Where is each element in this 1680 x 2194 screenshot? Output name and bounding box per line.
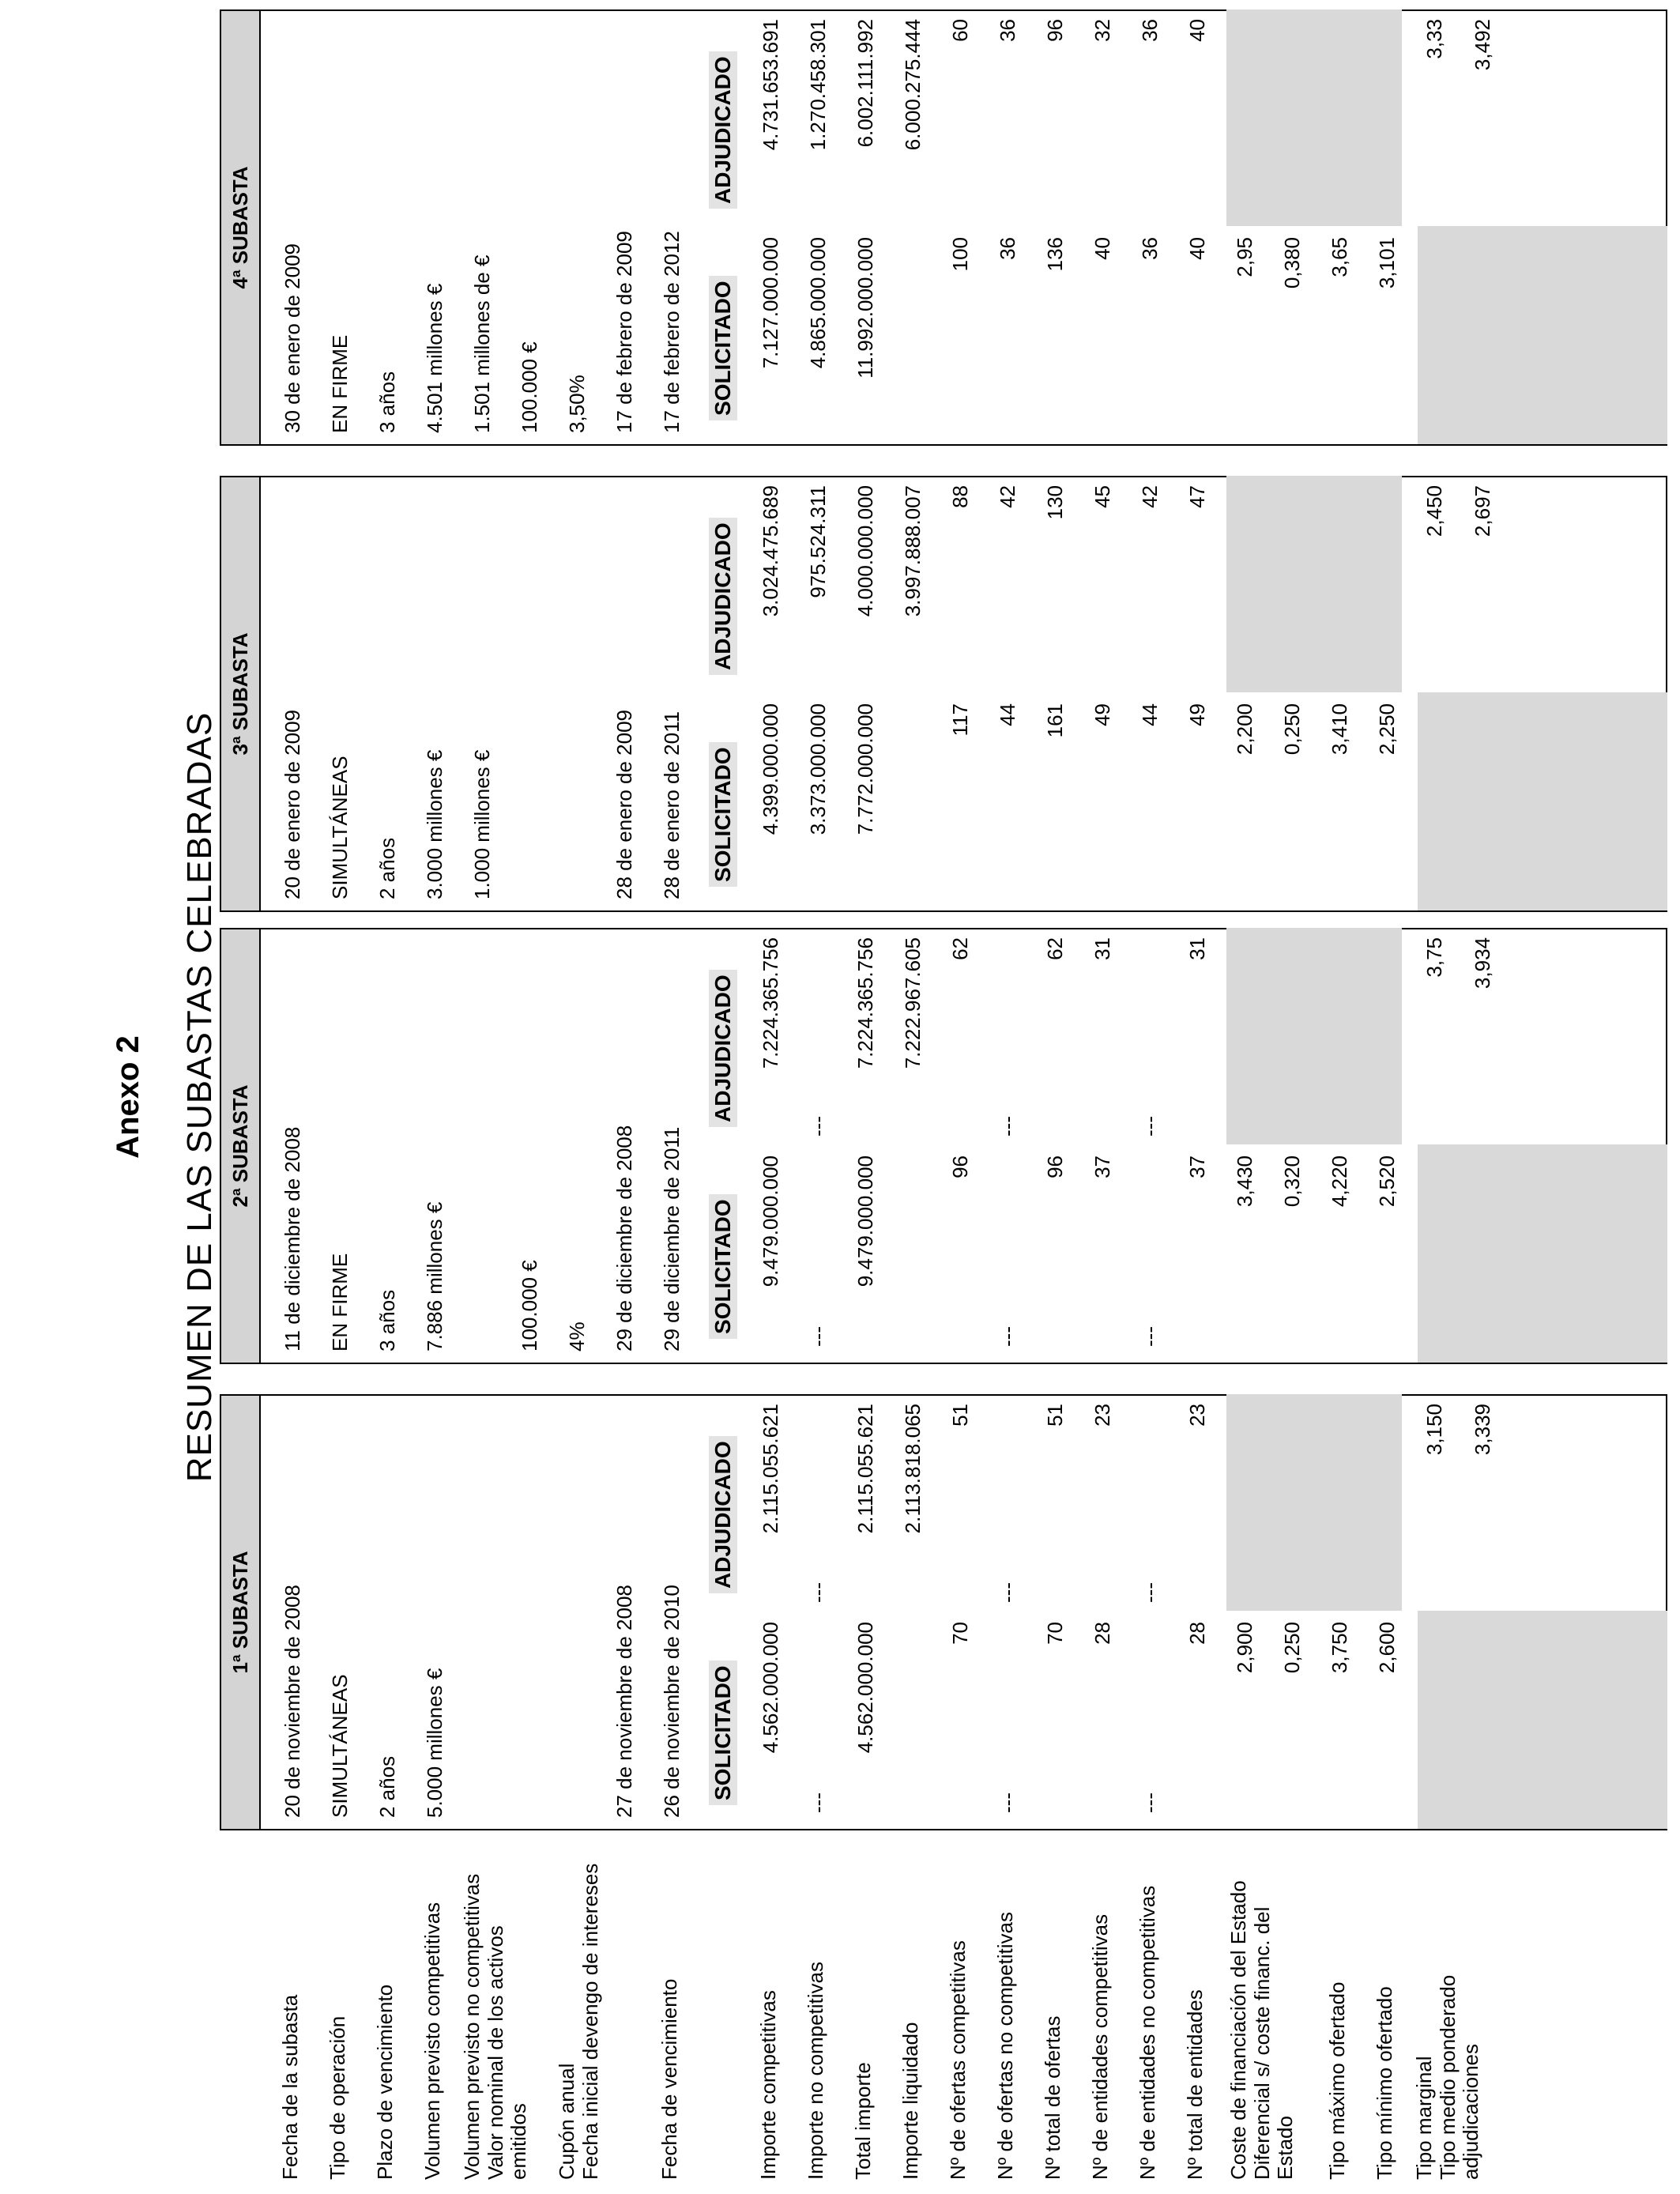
shaded-area (1226, 9, 1402, 226)
noncompetitive-volume: 1.000 millones € (470, 749, 494, 899)
weighted-average-rate: 2,697 (1471, 485, 1494, 537)
solicitado-rate: 3,65 (1328, 237, 1351, 277)
weighted-average-rate: 3,339 (1471, 1404, 1494, 1456)
row-label: Fecha de vencimiento (657, 1978, 681, 2180)
nominal-value: 100.000 € (518, 341, 541, 433)
row-label: Diferencial s/ coste financ. del Estado (1250, 1906, 1297, 2180)
auction-date: 30 de enero de 2009 (281, 243, 304, 433)
solicitado-value: 7.772.000.000 (853, 703, 877, 835)
solicitado-header: SOLICITADO (709, 742, 737, 887)
solicitado-value: --- (806, 1793, 830, 1813)
adjudicado-value: 2.115.055.621 (759, 1404, 782, 1534)
weighted-average-rate: 3,934 (1471, 937, 1494, 990)
solicitado-rate: 2,250 (1375, 703, 1399, 756)
page-subtitle: RESUMEN DE LAS SUBASTAS CELEBRADAS (180, 711, 219, 1483)
solicitado-rate: 3,750 (1328, 1622, 1351, 1674)
solicitado-value: 28 (1185, 1622, 1209, 1645)
accrual-date: 27 de noviembre de 2008 (612, 1585, 636, 1818)
competitive-volume: 5.000 millones € (423, 1668, 446, 1818)
adjudicado-value: 6.000.275.444 (901, 19, 925, 151)
competitive-volume: 3.000 millones € (423, 749, 446, 899)
solicitado-value: 44 (996, 703, 1019, 726)
adjudicado-header: ADJUDICADO (709, 518, 737, 675)
solicitado-value: 49 (1090, 703, 1114, 726)
adjudicado-value: 51 (948, 1404, 972, 1427)
operation-type: EN FIRME (328, 334, 352, 433)
solicitado-rate: 2,600 (1375, 1622, 1399, 1674)
auction-block (220, 9, 1667, 446)
solicitado-rate: 0,250 (1280, 1622, 1304, 1674)
solicitado-rate: 2,520 (1375, 1155, 1399, 1208)
accrual-date: 29 de diciembre de 2008 (612, 1125, 636, 1351)
adjudicado-value: 3.024.475.689 (759, 485, 782, 617)
solicitado-value: 37 (1090, 1155, 1114, 1178)
solicitado-value: --- (1138, 1326, 1162, 1347)
adjudicado-value: 60 (948, 19, 972, 42)
operation-type: EN FIRME (328, 1253, 352, 1351)
solicitado-value: --- (996, 1793, 1019, 1813)
adjudicado-value: 40 (1185, 19, 1209, 42)
row-label: Volumen previsto no competitivas (460, 1873, 484, 2180)
row-label: Nº de ofertas no competitivas (993, 1912, 1017, 2180)
adjudicado-value: 32 (1090, 19, 1114, 42)
noncompetitive-volume: 1.501 millones de € (470, 254, 494, 433)
adjudicado-value: --- (806, 1582, 830, 1603)
marginal-rate: 3,150 (1422, 1404, 1446, 1456)
competitive-volume: 7.886 millones € (423, 1201, 446, 1351)
shaded-area (1418, 1144, 1667, 1363)
row-label: Nº total de ofertas (1041, 2015, 1064, 2180)
solicitado-value: 70 (1043, 1622, 1067, 1645)
row-label: Cupón anual (555, 2063, 578, 2180)
adjudicado-value: 47 (1185, 485, 1209, 508)
auction-header: 2ª SUBASTA (221, 929, 261, 1363)
adjudicado-value: 2.113.818.065 (901, 1404, 925, 1534)
row-label: Nº de ofertas competitivas (946, 1940, 970, 2180)
row-label: Volumen previsto competitivas (420, 1902, 444, 2180)
solicitado-value: 28 (1090, 1622, 1114, 1645)
solicitado-rate: 0,320 (1280, 1155, 1304, 1208)
shaded-area (1226, 476, 1402, 692)
row-label: Fecha inicial devengo de intereses (578, 1863, 602, 2180)
maturity-date: 17 de febrero de 2012 (660, 231, 684, 433)
adjudicado-value: 62 (1043, 937, 1067, 960)
row-label: Plazo de vencimiento (373, 1984, 397, 2180)
row-label: Importe liquidado (898, 2022, 922, 2180)
solicitado-value: 37 (1185, 1155, 1209, 1178)
adjudicado-header: ADJUDICADO (709, 51, 737, 209)
solicitado-value: 4.562.000.000 (853, 1622, 877, 1754)
maturity-term: 3 años (375, 371, 399, 433)
solicitado-rate: 3,410 (1328, 703, 1351, 756)
row-label: Total importe (851, 2062, 875, 2180)
maturity-date: 28 de enero de 2011 (660, 711, 684, 899)
adjudicado-value: 2.115.055.621 (853, 1404, 877, 1534)
page-title: Anexo 2 (111, 1035, 145, 1159)
row-label: Nº de entidades competitivas (1088, 1913, 1112, 2180)
solicitado-rate: 3,430 (1233, 1155, 1256, 1208)
adjudicado-header: ADJUDICADO (709, 970, 737, 1127)
shaded-area (1226, 928, 1402, 1144)
adjudicado-value: 36 (996, 19, 1019, 42)
shaded-area (1226, 1394, 1402, 1611)
weighted-average-rate: 3,492 (1471, 19, 1494, 71)
solicitado-value: 36 (996, 237, 1019, 260)
adjudicado-value: 6.002.111.992 (853, 19, 877, 148)
row-label: Coste de financiación del Estado (1226, 1880, 1250, 2180)
solicitado-value: 7.127.000.000 (759, 237, 782, 369)
solicitado-value: 9.479.000.000 (853, 1155, 877, 1287)
accrual-date: 17 de febrero de 2009 (612, 231, 636, 433)
solicitado-value: 4.562.000.000 (759, 1622, 782, 1754)
competitive-volume: 4.501 millones € (423, 283, 446, 433)
solicitado-value: 136 (1043, 237, 1067, 272)
maturity-date: 29 de diciembre de 2011 (660, 1126, 684, 1351)
row-label: Importe competitivas (756, 1990, 780, 2180)
adjudicado-value: 975.524.311 (806, 485, 830, 598)
marginal-rate: 3,33 (1422, 19, 1446, 59)
adjudicado-value: 3.997.888.007 (901, 485, 925, 617)
solicitado-value: 96 (948, 1155, 972, 1178)
row-label: Nº de entidades no competitivas (1136, 1885, 1159, 2180)
solicitado-value: 49 (1185, 703, 1209, 726)
solicitado-value: 70 (948, 1622, 972, 1645)
row-label: Tipo máximo ofertado (1325, 1981, 1349, 2180)
auction-date: 11 de diciembre de 2008 (281, 1126, 304, 1351)
auction-header: 4ª SUBASTA (221, 11, 261, 444)
auction-block (220, 476, 1667, 912)
row-label: Tipo medio ponderado adjudicaciones (1436, 1974, 1482, 2180)
adjudicado-value: 23 (1090, 1404, 1114, 1427)
adjudicado-value: 130 (1043, 485, 1067, 520)
auction-block (220, 928, 1667, 1364)
solicitado-value: 36 (1138, 237, 1162, 260)
solicitado-value: --- (806, 1326, 830, 1347)
adjudicado-value: 36 (1138, 19, 1162, 42)
adjudicado-value: 4.000.000.000 (853, 485, 877, 617)
solicitado-header: SOLICITADO (709, 1661, 737, 1805)
solicitado-value: 40 (1090, 237, 1114, 260)
auction-date: 20 de noviembre de 2008 (281, 1585, 304, 1818)
adjudicado-value: 31 (1185, 937, 1209, 960)
solicitado-rate: 0,250 (1280, 703, 1304, 756)
auction-block (220, 1394, 1667, 1830)
adjudicado-value: 4.731.653.691 (759, 19, 782, 151)
auction-header: 3ª SUBASTA (221, 477, 261, 910)
shaded-area (1418, 226, 1667, 444)
row-label: Tipo marginal (1412, 2056, 1436, 2180)
solicitado-value: 3.373.000.000 (806, 703, 830, 835)
adjudicado-value: 7.224.365.756 (759, 937, 782, 1069)
solicitado-header: SOLICITADO (709, 1194, 737, 1339)
maturity-term: 2 años (375, 1755, 399, 1818)
solicitado-value: 44 (1138, 703, 1162, 726)
maturity-term: 3 años (375, 1289, 399, 1351)
annual-coupon: 4% (565, 1321, 589, 1351)
row-label: Fecha de la subasta (278, 1994, 302, 2180)
row-label: Importe no competitivas (804, 1961, 827, 2180)
adjudicado-value: 42 (1138, 485, 1162, 508)
solicitado-value: 4.399.000.000 (759, 703, 782, 835)
operation-type: SIMULTÁNEAS (328, 756, 352, 899)
annual-coupon: 3,50% (565, 375, 589, 433)
adjudicado-value: --- (996, 1582, 1019, 1603)
solicitado-header: SOLICITADO (709, 276, 737, 420)
solicitado-rate: 2,200 (1233, 703, 1256, 756)
adjudicado-value: --- (1138, 1582, 1162, 1603)
row-label: Nº total de entidades (1183, 1989, 1207, 2180)
accrual-date: 28 de enero de 2009 (612, 710, 636, 899)
solicitado-value: 117 (948, 703, 972, 737)
shaded-area (1418, 692, 1667, 910)
solicitado-rate: 0,380 (1280, 237, 1304, 289)
adjudicado-value: 88 (948, 485, 972, 508)
adjudicado-value: --- (806, 1116, 830, 1137)
adjudicado-value: 96 (1043, 19, 1067, 42)
adjudicado-value: 1.270.458.301 (806, 19, 830, 151)
solicitado-rate: 3,101 (1375, 237, 1399, 289)
operation-type: SIMULTÁNEAS (328, 1674, 352, 1818)
adjudicado-value: 42 (996, 485, 1019, 508)
marginal-rate: 2,450 (1422, 485, 1446, 537)
solicitado-value: 40 (1185, 237, 1209, 260)
solicitado-rate: 2,95 (1233, 237, 1256, 277)
solicitado-value: 11.992.000.000 (853, 237, 877, 379)
shaded-area (1418, 1611, 1667, 1829)
row-label: Tipo mínimo ofertado (1373, 1986, 1396, 2180)
solicitado-value: 9.479.000.000 (759, 1155, 782, 1287)
auction-header: 1ª SUBASTA (221, 1396, 261, 1829)
maturity-term: 2 años (375, 837, 399, 899)
adjudicado-value: 45 (1090, 485, 1114, 508)
adjudicado-value: 62 (948, 937, 972, 960)
adjudicado-value: --- (1138, 1116, 1162, 1137)
solicitado-rate: 2,900 (1233, 1622, 1256, 1674)
solicitado-value: --- (996, 1326, 1019, 1347)
row-label: Tipo de operación (326, 2015, 349, 2180)
solicitado-rate: 4,220 (1328, 1155, 1351, 1208)
adjudicado-value: 51 (1043, 1404, 1067, 1427)
nominal-value: 100.000 € (518, 1260, 541, 1351)
solicitado-value: 4.865.000.000 (806, 237, 830, 369)
adjudicado-value: 7.222.967.605 (901, 937, 925, 1069)
adjudicado-value: 31 (1090, 937, 1114, 960)
marginal-rate: 3,75 (1422, 937, 1446, 978)
solicitado-value: 161 (1043, 703, 1067, 738)
auction-date: 20 de enero de 2009 (281, 710, 304, 899)
maturity-date: 26 de noviembre de 2010 (660, 1585, 684, 1818)
solicitado-value: 96 (1043, 1155, 1067, 1178)
adjudicado-header: ADJUDICADO (709, 1436, 737, 1593)
row-label: Valor nominal de los activos emitidos (484, 1925, 530, 2180)
adjudicado-value: 23 (1185, 1404, 1209, 1427)
solicitado-value: 100 (948, 237, 972, 272)
solicitado-value: --- (1138, 1793, 1162, 1813)
adjudicado-value: --- (996, 1116, 1019, 1137)
adjudicado-value: 7.224.365.756 (853, 937, 877, 1069)
